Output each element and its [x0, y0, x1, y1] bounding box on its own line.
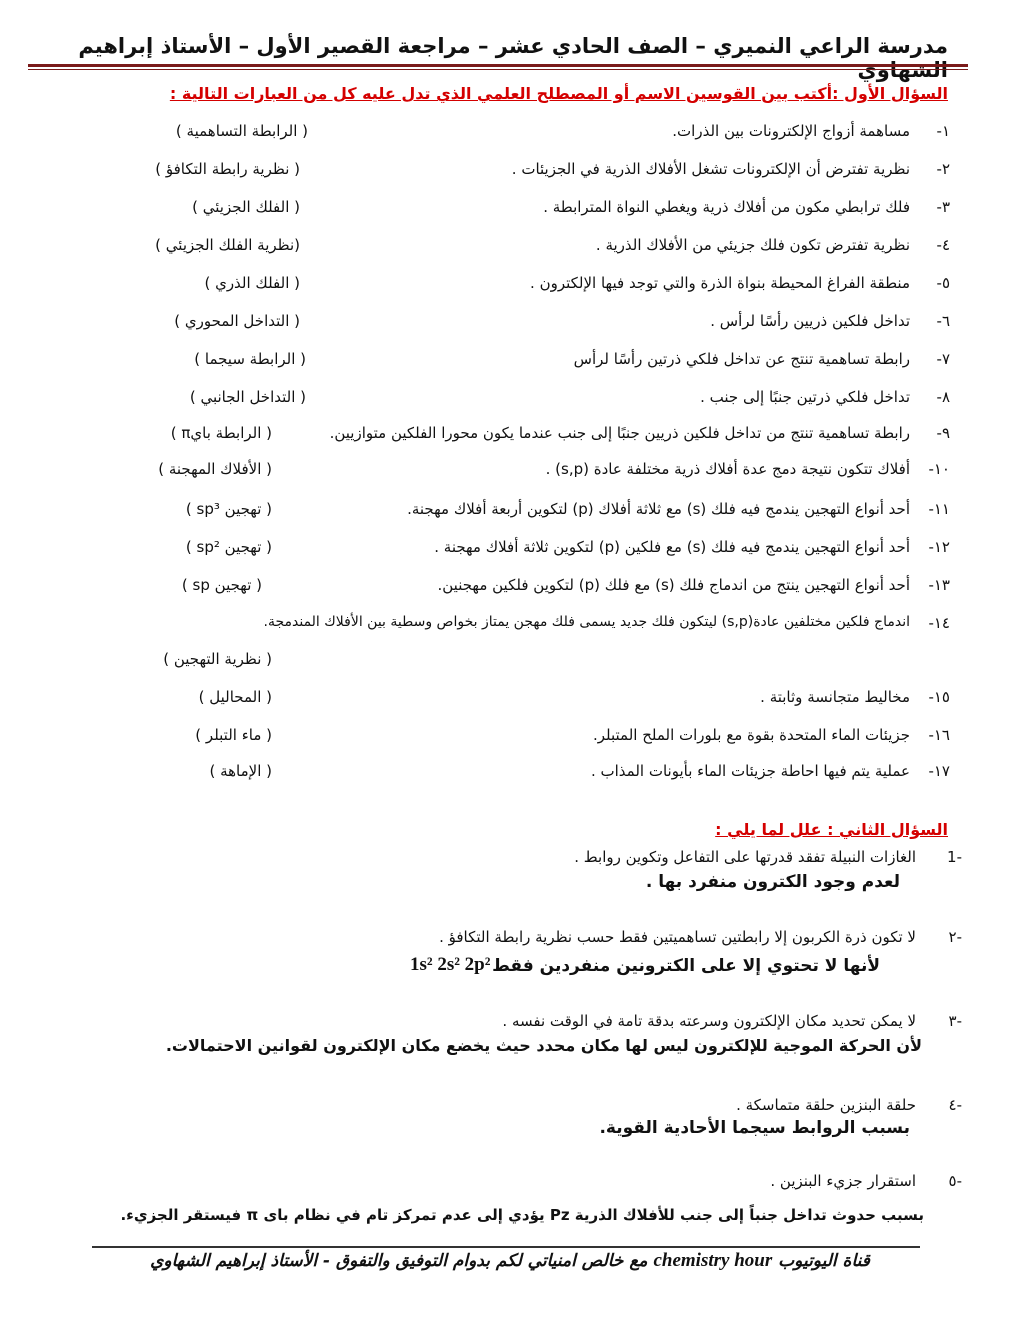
- q1-item-answer: ( الإماهة ): [209, 762, 272, 780]
- q1-item-text: أفلاك تتكون نتيجة دمج عدة أفلاك ذرية مختلفة عادة (s,p) .: [545, 460, 910, 478]
- q1-item-number: ١٥-: [928, 688, 950, 706]
- q1-item: [0, 726, 1020, 752]
- footer-text-before: قناة اليوتيوب: [778, 1251, 870, 1271]
- q1-item: [0, 236, 1020, 262]
- q1-item: [0, 576, 1020, 602]
- q1-item: [0, 388, 1020, 414]
- q1-item: [0, 424, 1020, 450]
- q1-item-text: جزيئات الماء المتحدة بقوة مع بلورات الملح المتبلر.: [592, 726, 910, 744]
- q1-item-text: رابطة تساهمية تنتج من تداخل فلكين ذريين جنبًا إلى جنب عندما يكون محورا الفلكين متوازيين.: [329, 424, 910, 442]
- question-1-title: السؤال الأول :أكتب بين القوسين الاسم أو المصطلح العلمي الذي تدل عليه كل من العبارات التالية :: [169, 84, 948, 103]
- question-2-title: السؤال الثاني : علل لما يلي :: [715, 820, 948, 839]
- q1-item-number: ٧-: [936, 350, 950, 368]
- q2-item-formula: 1s² 2s² 2p² .: [410, 954, 500, 975]
- q2-item-text: حلقة البنزين حلقة متماسكة .: [736, 1096, 916, 1114]
- q1-item-number: ١٦-: [928, 726, 950, 744]
- q2-item-answer: لأنها لا تحتوي إلا على الكترونين منفردين فقط: [492, 956, 880, 976]
- q2-item-text: لا يمكن تحديد مكان الإلكترون وسرعته بدقة تامة في الوقت نفسه .: [502, 1012, 916, 1030]
- q1-item-answer: ( الفلك الذري ): [204, 274, 300, 292]
- q1-item-text: أحد أنواع التهجين يندمج فيه فلك (s) مع ثلاثة أفلاك (p) لتكوين أربعة أفلاك مهجنة.: [407, 500, 910, 518]
- q1-item-answer: ( الأفلاك المهجنة ): [158, 460, 272, 478]
- q1-item-answer: ( نظرية التهجين ): [163, 650, 272, 668]
- q1-item: [0, 274, 1020, 300]
- q1-item-answer: (نظرية الفلك الجزيئي ): [155, 236, 300, 254]
- q1-item: [0, 122, 1020, 148]
- q1-item-number: ١-: [936, 122, 950, 140]
- q1-item-answer: ( تهجين sp³ ): [185, 500, 272, 518]
- q1-item-text: اندماج فلكين مختلفين عادة(s,p) ليتكون فلك جديد يسمى فلك مهجن يمتاز بخواص وسطية بين الأفلاك المندمجة.: [263, 614, 910, 630]
- q1-item-answer: ( ماء التبلر ): [195, 726, 272, 744]
- q1-item-text: عملية يتم فيها احاطة جزيئات الماء بأيونات المذاب .: [590, 762, 910, 780]
- q2-item-number: -1: [947, 848, 962, 866]
- footer: [100, 1250, 920, 1272]
- q1-item: [0, 198, 1020, 224]
- q2-item-text: استقرار جزيء البنزين .: [770, 1172, 916, 1190]
- q1-item-text: أحد أنواع التهجين يندمج فيه فلك (s) مع فلكين (p) لتكوين ثلاثة أفلاك مهجنة .: [434, 538, 910, 556]
- q1-item-number: ١٧-: [928, 762, 950, 780]
- q1-item-text: منطقة الفراغ المحيطة بنواة الذرة والتي توجد فيها الإلكترون .: [530, 274, 910, 292]
- q1-item-text: أحد أنواع التهجين ينتج من اندماج فلك (s) مع فلك (p) لتكوين فلكين مهجنين.: [437, 576, 910, 594]
- q1-item-text: نظرية تفترض تكون فلك جزيئي من الأفلاك الذرية .: [595, 236, 910, 254]
- q1-item-number: ١١-: [928, 500, 950, 518]
- q2-item-answer: لعدم وجود الكترون منفرد بها .: [645, 872, 900, 892]
- q1-item-answer: ( التداخل المحوري ): [174, 312, 300, 330]
- q1-item: [0, 460, 1020, 486]
- q1-item: [0, 312, 1020, 338]
- q1-item-number: ١٢-: [928, 538, 950, 556]
- q1-item-number: ١٠-: [928, 460, 950, 478]
- q1-item-number: ٣-: [936, 198, 950, 216]
- header-rule-thin: [28, 69, 968, 70]
- q1-item-number: ٤-: [936, 236, 950, 254]
- q2-item-answer: بسبب الروابط سيجما الأحادية القوية.: [599, 1118, 910, 1138]
- q1-item-text: تداخل فلكي ذرتين جنبًا إلى جنب .: [700, 388, 910, 406]
- q1-item-number: ٨-: [936, 388, 950, 406]
- q1-item-text: نظرية تفترض أن الإلكترونات تشغل الأفلاك الذرية في الجزيئات .: [511, 160, 910, 178]
- q1-item-answer: ( الرابطة سيجما ): [194, 350, 306, 368]
- q1-item-answer: ( نظرية رابطة التكافؤ ): [155, 160, 300, 178]
- q1-item-answer: ( المحاليل ): [198, 688, 272, 706]
- q2-item-text: لا تكون ذرة الكربون إلا رابطتين تساهميتين فقط حسب نظرية رابطة التكافؤ .: [439, 928, 916, 946]
- q1-item-answer: ( تهجين sp² ): [185, 538, 272, 556]
- q1-item: [0, 614, 1020, 668]
- q2-item-number: -٥: [948, 1172, 962, 1190]
- footer-rule: [92, 1246, 920, 1248]
- q2-item-number: -٤: [948, 1096, 962, 1114]
- q2-item-text: الغازات النبيلة تفقد قدرتها على التفاعل وتكوين روابط .: [574, 848, 916, 866]
- q1-item-number: ٢-: [936, 160, 950, 178]
- q2-item-number: -٣: [948, 1012, 962, 1030]
- q1-item-answer: ( الرابطة التساهمية ): [175, 122, 308, 140]
- q1-item: [0, 762, 1020, 788]
- q1-item-answer: ( تهجين sp ): [181, 576, 262, 594]
- q1-item: [0, 688, 1020, 714]
- q1-item-number: ٥-: [936, 274, 950, 292]
- q1-item-text: فلك ترابطي مكون من أفلاك ذرية ويغطي النواة المترابطة .: [543, 198, 910, 216]
- q1-item-text: تداخل فلكين ذريين رأسًا لرأس .: [710, 312, 910, 330]
- page-header: مدرسة الراعي النميري – الصف الحادي عشر – مراجعة القصير الأول – الأستاذ إبراهيم الشهاوي: [78, 34, 948, 82]
- q1-item: [0, 160, 1020, 186]
- q1-item-number: ٩-: [936, 424, 950, 442]
- q1-item-text: مخاليط متجانسة وثابتة .: [760, 688, 910, 706]
- q1-item-text: مساهمة أزواج الإلكترونات بين الذرات.: [672, 122, 910, 140]
- q1-item-text: رابطة تساهمية تنتج عن تداخل فلكي ذرتين رأسًا لرأس: [573, 350, 910, 368]
- q1-item: [0, 500, 1020, 526]
- q1-item-answer: ( الفلك الجزيئي ): [192, 198, 300, 216]
- header-rule: [28, 64, 968, 67]
- q2-item-answer: بسبب حدوث تداخل جنباً إلى جنب للأفلاك الذرية Pz يؤدي إلى عدم تمركز تام في نظام باى π فيستقر الجزيء.: [120, 1206, 924, 1224]
- q1-item: [0, 350, 1020, 376]
- q1-item-answer: ( التداخل الجانبي ): [189, 388, 306, 406]
- q1-item-answer: ( الرابطة بايπ ): [170, 424, 272, 442]
- q1-item-number: ١٤-: [928, 614, 950, 632]
- footer-text-after: مع خالص امنياتي لكم بدوام التوفيق والتفوق - الأستاذ إبراهيم الشهاوي: [150, 1251, 648, 1271]
- q2-item-number: -٢: [948, 928, 962, 946]
- footer-channel-name: chemistry hour: [653, 1250, 773, 1271]
- q1-item-number: ٦-: [936, 312, 950, 330]
- q1-item-number: ١٣-: [928, 576, 950, 594]
- q2-item-answer: لأن الحركة الموجية للإلكترون ليس لها مكان محدد حيث يخضع مكان الإلكترون لقوانين الاحتمالات.: [165, 1036, 922, 1055]
- q1-item: [0, 538, 1020, 564]
